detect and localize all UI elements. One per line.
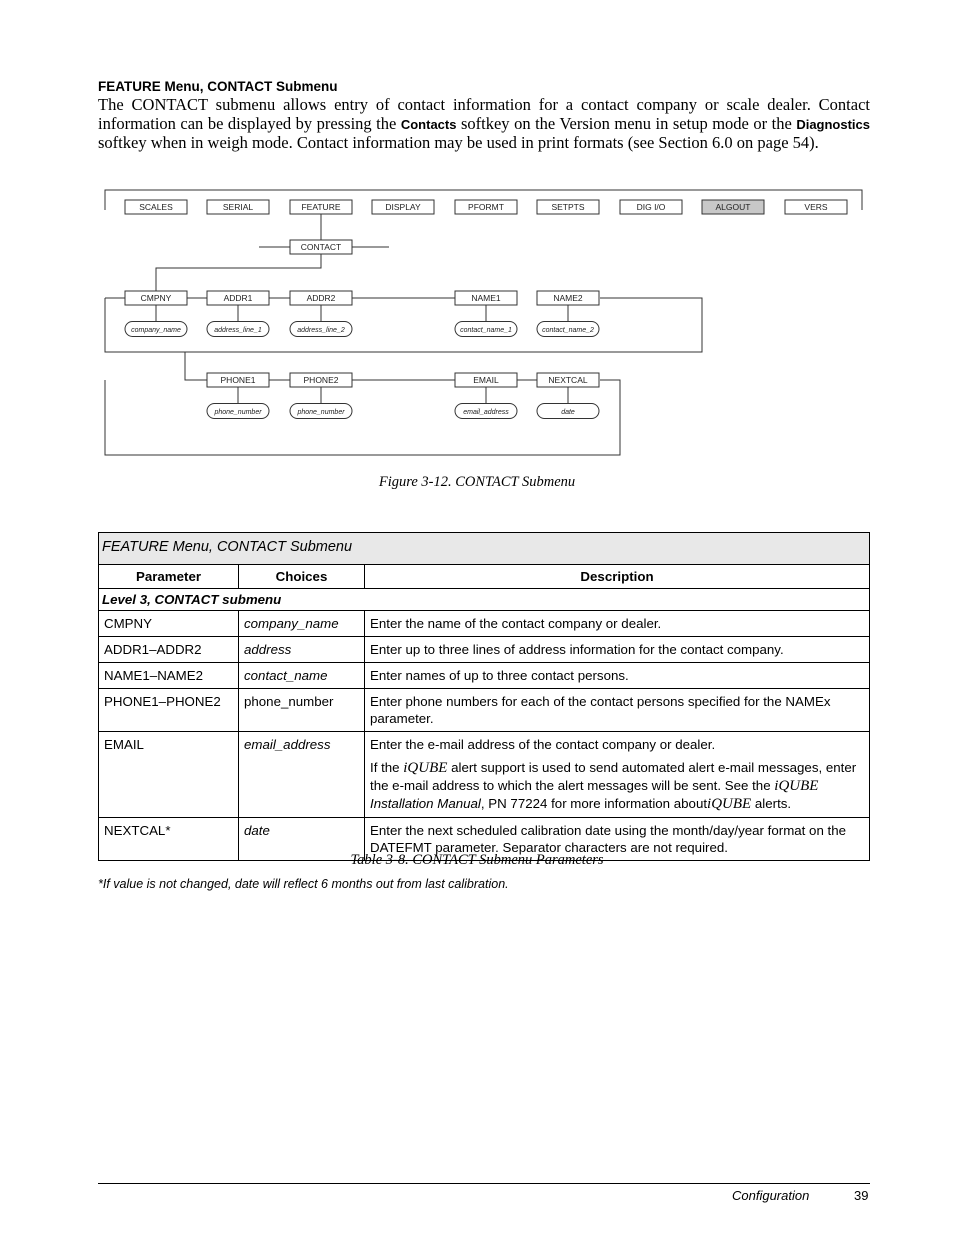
- param-cell: NAME1–NAME2: [99, 663, 239, 689]
- note-text: If the: [370, 760, 404, 775]
- menu-label: DIG I/O: [636, 202, 666, 212]
- header-description: Description: [365, 565, 870, 589]
- param-cell: ADDR1–ADDR2: [99, 637, 239, 663]
- menu-feature-node: [290, 200, 352, 214]
- value-label: contact_name_1: [460, 327, 512, 334]
- table-title: FEATURE Menu, CONTACT Submenu: [99, 533, 870, 565]
- footnote: *If value is not changed, date will reflect 6 months out from last calibration.: [98, 877, 509, 891]
- description-cell: Enter up to three lines of address information for the contact company.: [365, 637, 870, 663]
- menu-label: ALGOUT: [715, 202, 751, 212]
- value-nextcal-node: [537, 404, 599, 419]
- intro-text-1: The CONTACT submenu allows entry of contact information for a contact company or scale dealer. Contact information can be displayed by pressing the: [98, 95, 870, 133]
- footer-rule: [98, 1183, 870, 1184]
- table-row: [99, 732, 870, 818]
- parameters-table: [98, 532, 870, 861]
- value-phone2-node: [290, 404, 352, 419]
- value-label: date: [561, 409, 575, 416]
- contact-submenu-diagram: [0, 0, 954, 520]
- value-name2-node: [537, 322, 599, 337]
- choice-cell: phone_number: [239, 689, 365, 732]
- email-description: Enter the e-mail address of the contact company or dealer.: [370, 737, 716, 752]
- choice-cell: address: [239, 637, 365, 663]
- value-label: address_line_2: [297, 327, 345, 334]
- param-name1-node: [455, 291, 517, 305]
- param-cell: EMAIL: [99, 732, 239, 818]
- iqube-note: [370, 759, 864, 813]
- menu-label: SETPTS: [551, 202, 585, 212]
- menu-label: NAME1: [471, 293, 501, 303]
- description-cell: Enter names of up to three contact persons.: [365, 663, 870, 689]
- header-parameter: Parameter: [99, 565, 239, 589]
- manual-title: Installation Manual: [370, 796, 481, 811]
- value-label: phone_number: [297, 409, 345, 416]
- menu-scales-node: [125, 200, 187, 214]
- choice-cell: contact_name: [239, 663, 365, 689]
- row1-loop-line: [105, 298, 702, 352]
- choice-cell: date: [239, 818, 365, 861]
- note-text: , PN 77224 for more information about: [480, 796, 708, 811]
- table-caption: Table 3-8. CONTACT Submenu Parameters: [350, 852, 604, 868]
- note-text: alert support is used to send automated alert e-mail messages, enter the e-mail address to which the alert messages will be sent. See the: [370, 760, 857, 793]
- iqube-product-name: iQUBE: [707, 796, 752, 812]
- level-row: [99, 589, 870, 611]
- menu-label: SCALES: [139, 202, 173, 212]
- table-title-row: [99, 533, 870, 565]
- menu-label: PFORMT: [468, 202, 504, 212]
- description-cell: Enter the name of the contact company or dealer.: [365, 611, 870, 637]
- figure-caption: Figure 3-12. CONTACT Submenu: [378, 474, 576, 490]
- description-cell: Enter phone numbers for each of the contact persons specified for the NAMEx parameter.: [365, 689, 870, 732]
- menu-vers-node: [785, 200, 847, 214]
- table-header-row: [99, 565, 870, 589]
- section-heading: FEATURE Menu, CONTACT Submenu: [98, 79, 338, 94]
- table-row: [99, 663, 870, 689]
- choice-cell: company_name: [239, 611, 365, 637]
- param-cell: CMPNY: [99, 611, 239, 637]
- description-cell: Enter the next scheduled calibration date using the month/day/year format on the DATEFMT parameter. Separator characters are not required.: [365, 818, 870, 861]
- menu-label: DISPLAY: [385, 202, 421, 212]
- choice-cell: email_address: [239, 732, 365, 818]
- value-cmpny-node: [125, 322, 187, 337]
- value-phone1-node: [207, 404, 269, 419]
- menu-label: NAME2: [553, 293, 583, 303]
- param-nextcal-node: [537, 373, 599, 387]
- page-number: 39: [854, 1188, 869, 1203]
- value-label: phone_number: [214, 409, 262, 416]
- table-row: [99, 689, 870, 732]
- menu-serial-node: [207, 200, 269, 214]
- value-addr2-node: [290, 322, 352, 337]
- menu-label: NEXTCAL: [548, 375, 588, 385]
- param-phone2-node: [290, 373, 352, 387]
- menu-label: PHONE1: [220, 375, 256, 385]
- value-addr1-node: [207, 322, 269, 337]
- param-email-node: [455, 373, 517, 387]
- footer-section-name: Configuration: [732, 1188, 810, 1203]
- note-text: alerts.: [751, 796, 792, 811]
- intro-text-3: softkey when in weigh mode. Contact information may be used in print formats (see Section 6.0 on page 54).: [98, 133, 819, 153]
- value-label: contact_name_2: [542, 327, 594, 334]
- param-cell: NEXTCAL*: [99, 818, 239, 861]
- menu-pformt-node: [455, 200, 517, 214]
- menu-algout-node: [702, 200, 764, 214]
- contacts-softkey-label: Contacts: [400, 116, 457, 132]
- menu-label: SERIAL: [222, 202, 254, 212]
- iqube-product-name: iQUBE: [774, 778, 819, 794]
- value-email-node: [455, 404, 517, 419]
- menu-label: CONTACT: [300, 242, 342, 252]
- param-addr2-node: [290, 291, 352, 305]
- menu-label: VERS: [804, 202, 828, 212]
- param-cmpny-node: [125, 291, 187, 305]
- menu-label: EMAIL: [473, 375, 499, 385]
- contact-submenu-node: [290, 240, 352, 254]
- menu-display-node: [372, 200, 434, 214]
- table-row: [99, 611, 870, 637]
- menu-label: ADDR2: [306, 293, 336, 303]
- menu-digio-node: [620, 200, 682, 214]
- menu-setpts-node: [537, 200, 599, 214]
- value-label: email_address: [463, 409, 509, 416]
- description-cell: [365, 732, 870, 818]
- value-label: company_name: [131, 327, 181, 334]
- param-name2-node: [537, 291, 599, 305]
- value-name1-node: [455, 322, 517, 337]
- value-label: address_line_1: [214, 327, 262, 334]
- menu-label: CMPNY: [140, 293, 172, 303]
- table-row: [99, 637, 870, 663]
- diagnostics-softkey-label: Diagnostics: [796, 116, 870, 132]
- iqube-product-name: iQUBE: [403, 760, 448, 776]
- param-phone1-node: [207, 373, 269, 387]
- menu-label: FEATURE: [301, 202, 341, 212]
- menu-label: ADDR1: [223, 293, 253, 303]
- level-label: Level 3, CONTACT submenu: [99, 589, 870, 611]
- header-choices: Choices: [239, 565, 365, 589]
- menu-label: PHONE2: [303, 375, 339, 385]
- param-cell: PHONE1–PHONE2: [99, 689, 239, 732]
- contact-to-cmpny-line: [156, 254, 321, 292]
- param-addr1-node: [207, 291, 269, 305]
- intro-text-2: softkey on the Version menu in setup mode or the: [456, 113, 797, 133]
